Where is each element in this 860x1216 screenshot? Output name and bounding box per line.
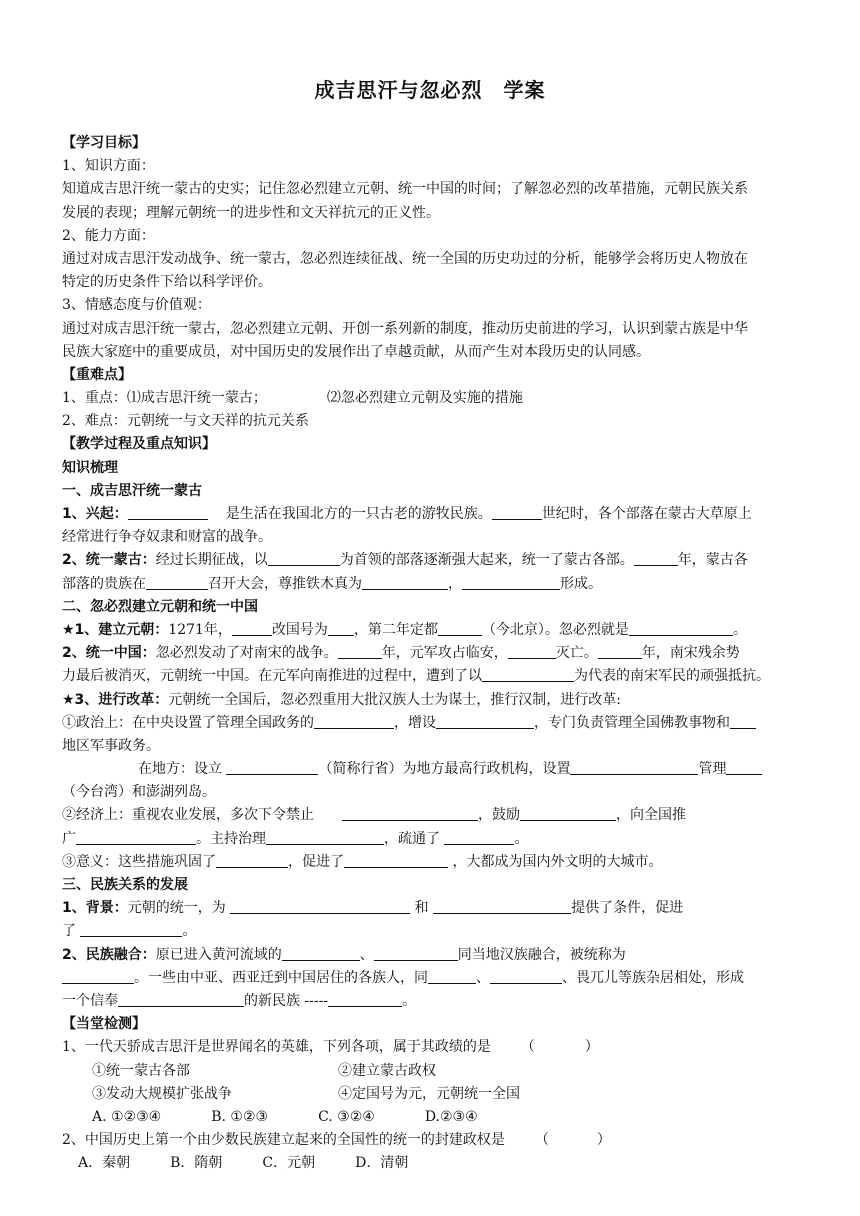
text-line: [62, 503, 802, 526]
fill-in-blank[interactable]: [482, 666, 574, 682]
fill-in-blank[interactable]: [232, 620, 272, 636]
body-text: A．秦朝: [78, 1155, 131, 1172]
fill-in-blank[interactable]: [342, 805, 478, 821]
text-line: [62, 990, 802, 1013]
text-line: [62, 735, 802, 758]
fill-in-blank[interactable]: [268, 550, 340, 566]
body-text: 通过对成吉思汗统一蒙古，忽必烈建立元朝、开创一系列新的制度，推动历史前进的学习，认识到蒙古族是中华: [62, 320, 748, 337]
heading-text: 【学习目标】: [62, 135, 146, 151]
fill-in-blank[interactable]: [520, 805, 616, 821]
body-text: 广: [62, 830, 76, 847]
fill-in-blank[interactable]: [444, 829, 514, 845]
body-text: 发展的表现；理解元朝统一的进步性和文天祥抗元的正义性。: [62, 204, 440, 221]
body-text: 管理: [698, 761, 727, 778]
fill-in-blank[interactable]: [438, 620, 482, 636]
text-line: [62, 410, 802, 433]
body-text: 年，蒙古各: [677, 552, 748, 569]
body-text: 为代表的南宋军民的顽强抵抗。: [574, 668, 770, 685]
body-text: 形成。: [560, 575, 602, 592]
body-text: ）: [584, 1039, 599, 1056]
body-text: 灭亡。: [555, 645, 598, 662]
text-line: [62, 433, 802, 456]
body-text: 元朝统一全国后，忽必烈重用大批汉族人士为谋士，推行汉制，进行改革:: [168, 691, 622, 708]
heading-text: 1、背景：: [62, 900, 128, 917]
body-text: D.②③④: [424, 1108, 478, 1125]
body-text: A. ①②③④: [92, 1108, 162, 1125]
body-text: 。一些由中亚、西亚迁到中国居住的各族人，同: [134, 969, 428, 986]
text-line: [62, 248, 802, 271]
fill-in-blank[interactable]: [266, 829, 384, 845]
body-text: ，鼓励: [478, 807, 520, 824]
body-text: ③意义：这些措施巩固了: [62, 853, 216, 870]
body-text: 忽必烈发动了对南宋的战争。: [155, 645, 338, 662]
text-line: [62, 665, 802, 688]
body-text: （: [520, 1039, 535, 1056]
text-line: [62, 828, 802, 851]
body-text: （: [534, 1132, 549, 1149]
text-line: [62, 1129, 802, 1152]
body-text: ⑵忽必烈建立元朝及实施的措施: [326, 390, 523, 407]
text-line: [62, 851, 802, 874]
text-line: [62, 294, 802, 317]
heading-text: 1、兴起：: [62, 506, 128, 522]
body-text: 同当地汉族融合，被统称为: [457, 946, 626, 963]
body-text: 1、知识方面：: [62, 158, 155, 175]
body-text: 。: [182, 923, 197, 940]
body-text: ，增设: [394, 714, 436, 731]
body-text: 改国号为: [271, 621, 328, 638]
page-title: 成吉思汗与忽必烈 学案: [314, 78, 546, 102]
body-text: 。: [732, 621, 747, 638]
fill-in-blank[interactable]: [492, 504, 542, 520]
body-text: 一个信奉: [62, 992, 118, 1009]
text-line: [62, 596, 802, 619]
body-text: C．元朝: [262, 1155, 316, 1172]
text-line: [62, 1013, 802, 1036]
fill-in-blank[interactable]: [508, 643, 556, 659]
body-text: 力最后被消灭，元朝统一中国。在元军向南推进的过程中，遭到了以: [62, 668, 482, 685]
text-line: [62, 573, 802, 596]
body-text: 。: [402, 992, 417, 1009]
body-text: 在地方：设立: [138, 761, 227, 778]
fill-in-blank[interactable]: [314, 713, 394, 729]
text-line: [62, 897, 802, 920]
body-text: 年，南宋残余势: [641, 645, 740, 662]
text-line: [62, 155, 802, 178]
body-text: 元朝的统一，为: [127, 900, 231, 917]
heading-text: 一、成吉思汗统一蒙古: [62, 482, 202, 499]
text-line: [62, 920, 802, 943]
body-text: ，专门负责管理全国佛教事物和: [534, 714, 730, 731]
body-text: 年，元军攻占临安，: [381, 645, 508, 662]
fill-in-blank[interactable]: [730, 713, 756, 729]
fill-in-blank[interactable]: [598, 643, 642, 659]
text-line: [62, 1106, 802, 1129]
fill-in-blank[interactable]: [80, 921, 182, 937]
text-line: [62, 642, 802, 665]
text-line: [62, 225, 802, 248]
text-line: [62, 712, 802, 735]
text-line: [62, 549, 802, 572]
body-text: 1、重点：⑴成吉思汗统一蒙古；: [62, 390, 267, 407]
body-text: （今北京）。忽必烈就是: [481, 621, 629, 638]
fill-in-blank[interactable]: [76, 829, 196, 845]
body-text: （简称行省）为地方最高行政机构，设置: [318, 761, 571, 778]
body-text: D．清朝: [355, 1155, 409, 1172]
text-line: [62, 387, 802, 410]
text-line: [62, 1152, 802, 1175]
text-line: [62, 457, 802, 480]
text-line: [62, 1060, 802, 1083]
body-text: 是生活在我国北方的一只古老的游牧民族。: [225, 506, 492, 522]
fill-in-blank[interactable]: [634, 550, 678, 566]
text-line: [62, 781, 802, 804]
text-line: [62, 944, 802, 967]
body-text: 部落的贵族在: [62, 575, 146, 592]
body-text: （今台湾）和澎湖列岛。: [62, 784, 216, 801]
document-body: [62, 132, 802, 1175]
fill-in-blank[interactable]: [629, 620, 733, 636]
fill-in-blank[interactable]: [226, 759, 318, 775]
text-line: [62, 178, 802, 201]
fill-in-blank[interactable]: [282, 945, 360, 961]
body-text: 1271年，: [168, 621, 232, 638]
body-text: 特定的历史条件下给以科学评价。: [62, 274, 272, 291]
body-text: 1、一代天骄成吉思汗是世界闻名的英雄，下列各项，属于其政绩的是: [62, 1039, 491, 1056]
body-text: C. ③②④: [318, 1108, 375, 1125]
text-line: [62, 202, 802, 225]
body-text: 2、难点：元朝统一与文天祥的抗元关系: [62, 413, 309, 430]
heading-text: ★3、进行改革：: [62, 691, 169, 708]
fill-in-blank[interactable]: [374, 945, 458, 961]
body-text: 经过长期征战，以: [155, 552, 268, 569]
body-text: 提供了条件，促进: [571, 900, 684, 917]
text-line: [62, 341, 802, 364]
body-text: 地区军事政务。: [62, 737, 160, 754]
fill-in-blank[interactable]: [338, 643, 382, 659]
body-text: 世纪时，各个部落在蒙古大草原上: [541, 506, 752, 522]
text-line: [62, 364, 802, 387]
text-line: [62, 1036, 802, 1059]
heading-text: 三、民族关系的发展: [62, 877, 188, 893]
heading-text: 【当堂检测】: [62, 1016, 146, 1033]
heading-text: 2、民族融合：: [62, 946, 156, 963]
body-text: 和: [410, 900, 434, 917]
body-text: B. ①②③: [211, 1108, 269, 1125]
body-text: ②经济上：重视农业发展，多次下令禁止: [62, 807, 314, 824]
fill-in-blank[interactable]: [462, 574, 560, 590]
fill-in-blank[interactable]: [118, 991, 244, 1007]
fill-in-blank[interactable]: [230, 898, 410, 914]
body-text: ，促进了: [288, 853, 344, 870]
text-line: [62, 318, 802, 341]
heading-text: 二、忽必烈建立元朝和统一中国: [62, 598, 258, 615]
heading-text: ★1、建立元朝：: [62, 621, 169, 638]
body-text: B．隋朝: [170, 1155, 223, 1172]
fill-in-blank[interactable]: [216, 852, 288, 868]
body-text: 。: [514, 830, 529, 847]
body-text: 知道成吉思汗统一蒙古的史实；记住忽必烈建立元朝、统一中国的时间；了解忽必烈的改革措施，元朝民族关系: [62, 181, 748, 198]
text-line: [62, 874, 802, 897]
heading-text: 知识梳理: [62, 459, 118, 476]
body-text: 民族大家庭中的重要成员，对中国历史的发展作出了卓越贡献，从而产生对本段历史的认同感。: [62, 343, 650, 360]
body-text: 2、中国历史上第一个由少数民族建立起来的全国性的统一的封建政权是: [62, 1132, 505, 1149]
body-text: ③发动大规模扩张战争: [92, 1085, 232, 1102]
text-line: [62, 689, 802, 712]
fill-in-blank[interactable]: [433, 898, 571, 914]
heading-text: 【重难点】: [62, 366, 132, 383]
fill-in-blank[interactable]: [146, 574, 208, 590]
body-text: ②建立蒙古政权: [338, 1062, 436, 1079]
body-text: 经常进行争夺奴隶和财富的战争。: [62, 529, 272, 546]
fill-in-blank[interactable]: [344, 852, 448, 868]
body-text: ①政治上：在中央设置了管理全国政务的: [62, 714, 314, 731]
body-text: 3、情感态度与价值观：: [62, 297, 211, 314]
text-line: [62, 967, 802, 990]
fill-in-blank[interactable]: [490, 968, 562, 984]
body-text: 2、能力方面：: [62, 227, 155, 244]
body-text: 为首领的部落逐渐强大起来，统一了蒙古各部。: [339, 552, 634, 569]
body-text: ，疏通了: [384, 830, 445, 847]
body-text: ，: [448, 575, 462, 592]
fill-in-blank[interactable]: [726, 759, 762, 775]
body-text: ，第二年定都: [353, 621, 438, 638]
text-line: [62, 804, 802, 827]
fill-in-blank[interactable]: [570, 759, 698, 775]
text-line: [62, 526, 802, 549]
body-text: 。主持治理: [196, 830, 266, 847]
fill-in-blank[interactable]: [436, 713, 534, 729]
fill-in-blank[interactable]: [128, 504, 208, 520]
text-line: [62, 619, 802, 642]
body-text: ）: [596, 1132, 611, 1149]
fill-in-blank[interactable]: [62, 968, 134, 984]
text-line: [62, 132, 802, 155]
text-line: [62, 271, 802, 294]
fill-in-blank[interactable]: [428, 968, 476, 984]
body-text: ④定国号为元，元朝统一全国: [338, 1085, 520, 1102]
body-text: 了: [62, 923, 81, 940]
fill-in-blank[interactable]: [362, 574, 448, 590]
text-line: [62, 758, 802, 781]
body-text: ，大都成为国内外文明的大城市。: [448, 853, 663, 870]
text-line: [62, 480, 802, 503]
body-text: ①统一蒙古各部: [92, 1062, 190, 1079]
body-text: ，向全国推: [616, 807, 686, 824]
fill-in-blank[interactable]: [328, 991, 402, 1007]
fill-in-blank[interactable]: [328, 620, 354, 636]
text-line: [62, 1083, 802, 1106]
heading-text: 2、统一蒙古：: [62, 552, 156, 569]
body-text: 的新民族 -----: [244, 992, 329, 1009]
heading-text: 【教学过程及重点知识】: [62, 436, 216, 453]
body-text: 、畏兀儿等族杂居相处，形成: [562, 969, 744, 986]
heading-text: 2、统一中国：: [62, 645, 156, 662]
body-text: 原已进入黄河流域的: [155, 946, 282, 963]
body-text: 、: [476, 969, 490, 986]
body-text: 通过对成吉思汗发动战争、统一蒙古，忽必烈连续征战、统一全国的历史功过的分析，能够学会将历史人物放在: [62, 250, 748, 267]
body-text: 召开大会，尊推铁木真为: [208, 575, 362, 592]
body-text: 、: [359, 946, 374, 963]
